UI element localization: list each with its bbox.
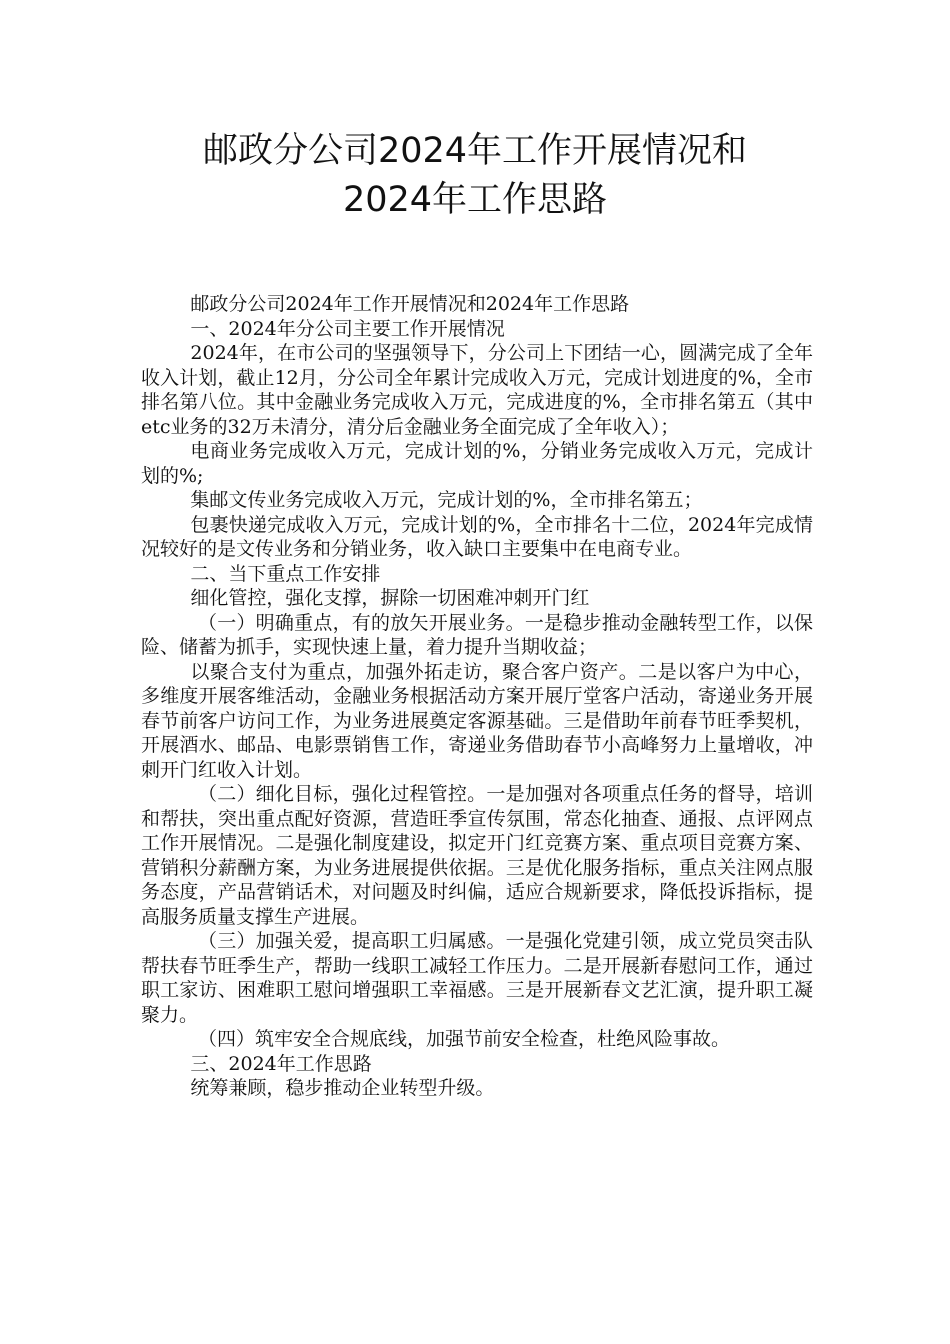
paragraph: 2024年，在市公司的坚强领导下，分公司上下团结一心，圆满完成了全年收入计划，截止12月，分公司全年累计完成收入万元，完成计划进度的%，全市排名第八位。其中金融业务完成收入万元，完成进度的%，全市排名第五（其中etc业务的32万未清分，清分后金融业务全面完成了全年收入）； — [141, 342, 813, 438]
paragraph: 集邮文传业务完成收入万元，完成计划的%，全市排名第五； — [190, 489, 703, 511]
subsection-3: （三）加强关爱，提高职工归属感。一是强化党建引领，成立党员突击队帮扶春节旺季生产，帮助一线职工减轻工作压力。二是开展新春慰问工作，通过职工家访、困难职工慰问增强职工幸福感。三是开展新春文艺汇演，提升职工凝聚力。 — [141, 930, 813, 1026]
subsection-2: （二）细化目标，强化过程管控。一是加强对各项重点任务的督导，培训和帮扶，突出重点配好资源，营造旺季宣传氛围，常态化抽查、通报、点评网点工作开展情况。二是强化制度建设，拟定开门红竞赛方案、重点项目竞赛方案、营销积分薪酬方案，为业务进展提供依据。三是优化服务指标，重点关注网点服务态度，产品营销话术，对问题及时纠偏，适应合规新要求，降低投诉指标，提高服务质量支撑生产进展。 — [141, 783, 813, 928]
section-heading-3: 三、2024年工作思路 — [190, 1052, 372, 1075]
paragraph: 包裹快递完成收入万元，完成计划的%，全市排名十二位，2024年完成情况较好的是文传业务和分销业务，收入缺口主要集中在电商专业。 — [141, 513, 813, 560]
section-heading-1: 一、2024年分公司主要工作开展情况 — [190, 317, 505, 340]
paragraph: 统筹兼顾，稳步推动企业转型升级。 — [190, 1077, 495, 1099]
section-heading-2: 二、当下重点工作安排 — [190, 562, 381, 585]
paragraph: 电商业务完成收入万元，完成计划的%，分销业务完成收入万元，完成计划的%; — [141, 440, 813, 487]
document-title-line-2: 2024年工作思路 — [342, 180, 608, 220]
paragraph-heading-repeat: 邮政分公司2024年工作开展情况和2024年工作思路 — [190, 293, 630, 315]
subsection-4: （四）筑牢安全合规底线，加强节前安全检查，杜绝风险事故。 — [198, 1028, 731, 1050]
paragraph: 以聚合支付为重点，加强外拓走访，聚合客户资产。二是以客户为中心，多维度开展客维活动，金融业务根据活动方案开展厅堂客户活动，寄递业务开展春节前客户访问工作，为业务进展奠定客源基础。三是借助年前春节旺季契机，开展酒水、邮品、电影票销售工作，寄递业务借助春节小高峰努力上量增收，冲刺开门红收入计划。 — [141, 660, 813, 781]
paragraph: 细化管控，强化支撑，摒除一切困难冲刺开门红 — [190, 587, 590, 609]
document-body — [141, 292, 813, 1101]
document-title-line-1: 邮政分公司2024年工作开展情况和 — [202, 131, 748, 171]
subsection-1: （一）明确重点，有的放矢开展业务。一是稳步推动金融转型工作，以保险、储蓄为抓手，实现快速上量，着力提升当期收益； — [141, 611, 813, 658]
